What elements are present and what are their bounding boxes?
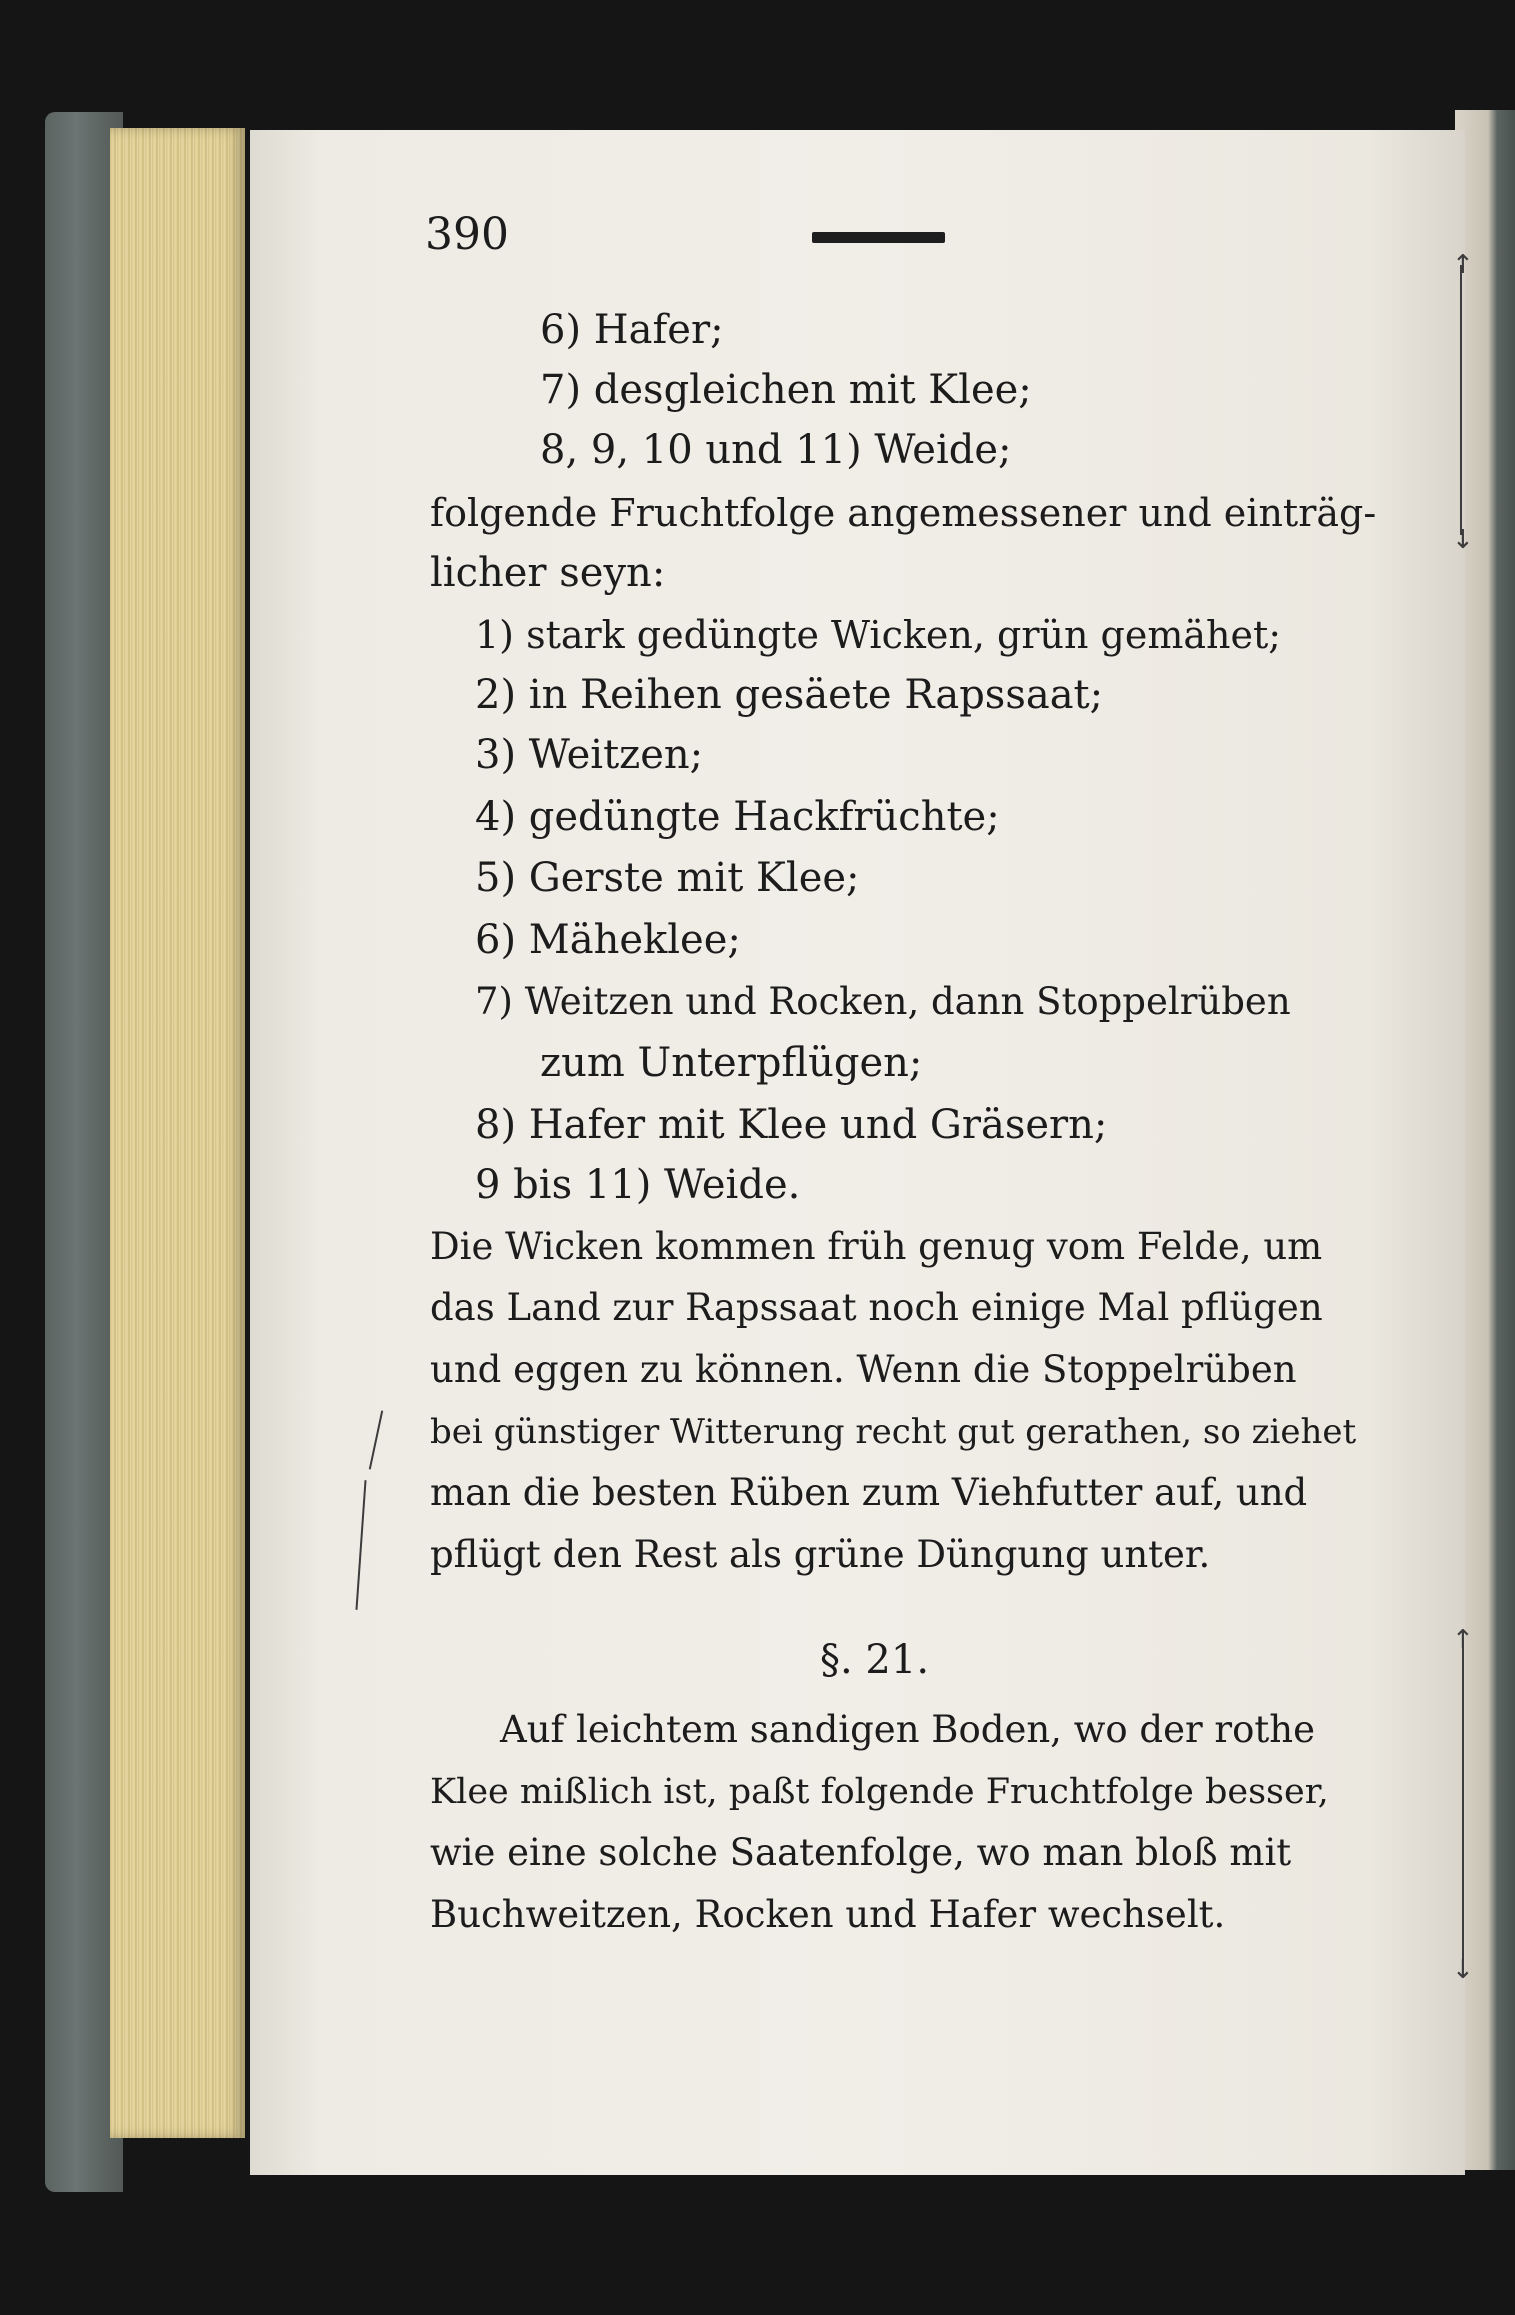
paragraph-line: Auf leichtem sandigen Boden, wo der rothe [500,1708,1315,1751]
text-line: folgende Fruchtfolge angemessener und einträg- [430,491,1377,535]
text-line: 3) Weitzen; [475,732,704,778]
text-line: 8, 9, 10 und 11) Weide; [540,427,1012,473]
text-line: 7) desgleichen mit Klee; [540,367,1032,413]
paragraph-line: wie eine solche Saatenfolge, wo man bloß mit [430,1831,1292,1874]
text-line: 7) Weitzen und Rocken, dann Stoppelrüben [475,980,1291,1023]
text-line: das Land zur Rapssaat noch einige Mal pflügen [430,1286,1323,1329]
text-line: Die Wicken kommen früh genug vom Felde, um [430,1225,1323,1268]
page-edges [110,128,245,2138]
text-line: 9 bis 11) Weide. [475,1162,801,1208]
arrow-up-icon: ↑ [1452,1625,1474,1655]
text-line: 6) Mäheklee; [475,917,741,963]
page-number: 390 [425,209,509,260]
pencil-mark [1460,265,1462,535]
arrow-down-icon: ↓ [1452,525,1474,555]
header-rule [812,232,945,243]
text-line: bei günstiger Witterung recht gut gerathen, so ziehet [430,1412,1357,1452]
text-line: 1) stark gedüngte Wicken, grün gemähet; [475,613,1282,657]
text-line: licher seyn: [430,550,666,596]
paragraph-line: Buchweitzen, Rocken und Hafer wechselt. [430,1893,1226,1936]
arrow-down-icon: ↓ [1452,1955,1474,1985]
text-line: zum Unterpflügen; [540,1040,923,1086]
paragraph-line: Klee mißlich ist, paßt folgende Fruchtfolge besser, [430,1772,1329,1812]
text-line: 4) gedüngte Hackfrüchte; [475,794,1000,840]
text-line: und eggen zu können. Wenn die Stoppelrüben [430,1348,1297,1391]
arrow-up-icon: ↑ [1452,250,1474,280]
pencil-mark [1462,1640,1464,1970]
text-line: pflügt den Rest als grüne Düngung unter. [430,1533,1211,1576]
text-line: man die besten Rüben zum Viehfutter auf, und [430,1471,1308,1514]
text-line: 2) in Reihen gesäete Rapssaat; [475,672,1104,718]
text-line: 6) Hafer; [540,307,724,353]
text-line: 5) Gerste mit Klee; [475,855,860,901]
section-heading: §. 21. [820,1637,930,1683]
text-line: 8) Hafer mit Klee und Gräsern; [475,1102,1108,1148]
